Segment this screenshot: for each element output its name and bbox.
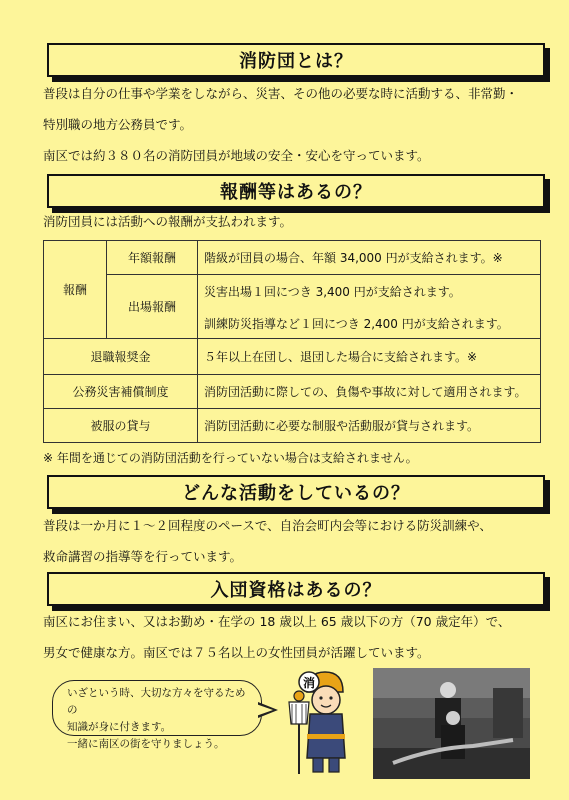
- uniform-loan-label: 被服の貸与: [44, 409, 198, 443]
- bubble-line: 知識が身に付きます。: [67, 721, 172, 733]
- activity-line: 普段は一か月に１～２回程度のペースで、自治会町内会等における防災訓練や、: [43, 518, 492, 533]
- eligibility-paragraph: [43, 606, 543, 668]
- dispatch-reward-text-2: 訓練防災指導など１回につき 2,400 円が支給されます。: [198, 309, 541, 339]
- eligibility-line: 南区にお住まい、又はお勤め・在学の 18 歳以上 65 歳以下の方（70 歳定年）で、: [43, 614, 511, 629]
- uniform-loan-text: 消防団活動に必要な制服や活動服が貸与されます。: [198, 409, 541, 443]
- bubble-line: 一緒に南区の街を守りましょう。: [67, 738, 225, 750]
- section-title: 報酬等はあるの？: [220, 182, 372, 203]
- reward-table: [43, 240, 541, 443]
- about-paragraph: [43, 78, 543, 171]
- dispatch-reward-text-1: 災害出場１回につき 3,400 円が支給されます。: [198, 275, 541, 309]
- section-heading-eligibility: [47, 572, 545, 606]
- firefighter-mascot-illustration: [283, 662, 365, 780]
- section-title: どんな活動をしているの？: [182, 483, 410, 504]
- retirement-label: 退職報奨金: [44, 339, 198, 375]
- about-line: 特別職の地方公務員です。: [43, 117, 193, 132]
- annual-reward-label: 年額報酬: [107, 241, 198, 275]
- activity-line: 救命講習の指導等を行っています。: [43, 549, 243, 564]
- bubble-line: いざという時、大切な方々を守るための: [67, 687, 246, 716]
- photo-scene: [373, 668, 530, 779]
- activity-paragraph: [43, 510, 543, 572]
- section-title: 消防団とは？: [239, 51, 353, 72]
- reward-main-label: 報酬: [44, 241, 107, 339]
- dispatch-reward-label: 出場報酬: [107, 275, 198, 339]
- section-heading-reward: [47, 174, 545, 208]
- mascot-badge-text: 消: [302, 676, 316, 690]
- retirement-text: ５年以上在団し、退団した場合に支給されます。※: [198, 339, 541, 375]
- injury-compensation-label: 公務災害補償制度: [44, 375, 198, 409]
- speech-bubble: [52, 680, 262, 750]
- section-heading-about: [47, 43, 545, 77]
- reward-note: ※ 年間を通じての消防団活動を行っていない場合は支給されません。: [43, 451, 418, 465]
- eligibility-line: 男女で健康な方。南区では７５名以上の女性団員が活躍しています。: [43, 645, 430, 660]
- about-line: 南区では約３８０名の消防団員が地域の安全・安心を守っています。: [43, 148, 430, 163]
- injury-compensation-text: 消防団活動に際しての、負傷や事故に対して適用されます。: [198, 375, 541, 409]
- firefighters-training-photo: [373, 668, 530, 779]
- about-line: 普段は自分の仕事や学業をしながら、災害、その他の必要な時に活動する、非常勤・: [43, 86, 519, 101]
- annual-reward-text: 階級が団員の場合、年額 34,000 円が支給されます。※: [198, 241, 541, 275]
- section-title: 入団資格はあるの？: [210, 580, 382, 601]
- reward-intro: 消防団員には活動への報酬が支払われます。: [43, 214, 293, 229]
- section-heading-activity: [47, 475, 545, 509]
